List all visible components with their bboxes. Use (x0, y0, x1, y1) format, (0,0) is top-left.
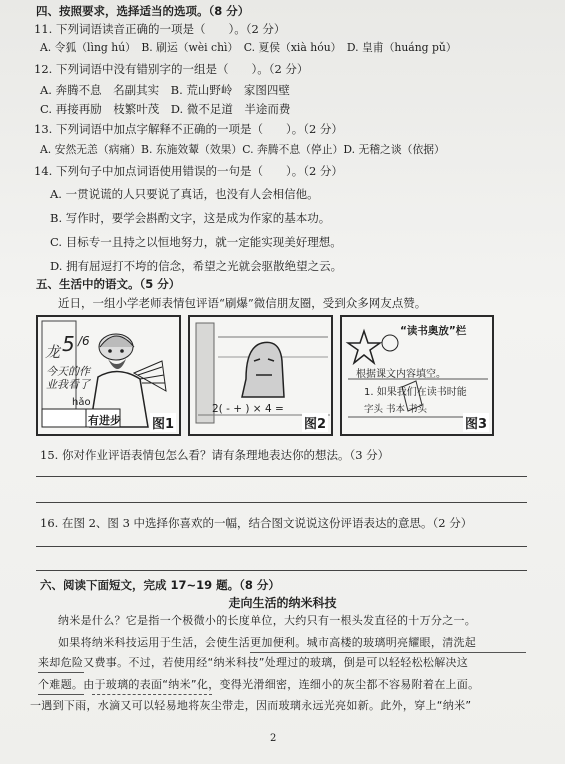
image-1-handwriting: 今天的作业我看了 (46, 365, 90, 391)
answer-line-15-2[interactable] (36, 502, 527, 503)
image-3-line2: 1. 如果我们在读书时能 (364, 387, 467, 398)
section-6-heading: 六、阅读下面短文，完成 17~19 题。（8 分） (40, 578, 280, 592)
passage-paragraph-2-line-3: 个难题。由于玻璃的表面“纳米”化，变得光滑细密，连细小的灰尘都不容易附着在上面。 (38, 678, 480, 691)
question-11-options: A. 令狐（lìng hú） B. 刷运（wèi chì） C. 夏侯（xià hóu） D. 皇甫（huáng pǔ） (40, 41, 457, 54)
section-4-heading: 四、按照要求，选择适当的选项。（8 分） (36, 4, 250, 18)
student-underline-2 (38, 672, 84, 673)
page-number: 2 (270, 733, 277, 744)
question-12-row2: C. 再接再励 枝繁叶茂 D. 微不足道 半途而费 (40, 102, 291, 116)
question-14-option-b: B. 写作时，要学会斟酌文字，这是成为作家的基本功。 (50, 211, 331, 225)
image-3-line1: 根据课文内容填空。 (356, 369, 446, 380)
passage-paragraph-2-line-1: 如果将纳米科技运用于生活，会使生活更加便利。城市高楼的玻璃明亮耀眼，清洗起 (58, 636, 477, 649)
answer-line-15-1[interactable] (36, 476, 527, 477)
passage-paragraph-2-line-2: 来却危险又费事。不过，若使用经“纳米科技”处理过的玻璃，倒是可以轻轻松松解决这 (38, 656, 469, 669)
image-1-pinyin: hǎo (72, 397, 91, 408)
question-12-row1: A. 奔腾不息 名副其实 B. 荒山野岭 家图四壁 (40, 83, 290, 97)
student-underline-4 (92, 694, 212, 695)
question-13-stem: 13. 下列词语中加点字解释不正确的一项是（ ）。（2 分） (34, 122, 343, 136)
answer-line-16-1[interactable] (36, 546, 527, 547)
image-3-header: “读书奥放”栏 (400, 325, 467, 337)
svg-text:5: 5 (62, 332, 75, 356)
question-14-option-c: C. 目标专一且持之以恒地努力，就一定能实现美好理想。 (50, 235, 342, 249)
image-2-equation: 2( - + ) × 4 = (212, 403, 284, 415)
passage-paragraph-2-line-4: 一遇到下雨，水滴又可以轻易地将灰尘带走，因而玻璃永远光亮如新。此外，穿上“纳米” (30, 699, 472, 712)
image-3-label: 图3 (463, 413, 489, 432)
image-3-reading-emoji (340, 315, 494, 436)
student-underline-3 (38, 694, 84, 695)
image-3-line3: 字头 书本 书头 (364, 404, 428, 415)
image-1-label: 图1 (150, 413, 176, 432)
question-14-option-a: A. 一贯说谎的人只要说了真话，也没有人会相信他。 (50, 187, 319, 201)
question-14-stem: 14. 下列句子中加点词语使用错误的一句是（ ）。（2 分） (34, 164, 343, 178)
passage-paragraph-1: 纳米是什么？它是指一个极微小的长度单位，大约只有一根头发直径的十万分之一。 (58, 614, 477, 627)
question-16: 16. 在图 2、图 3 中选择你喜欢的一幅，结合图文说说这份评语表达的意思。（2 分） (40, 516, 473, 530)
passage-title: 走向生活的纳米科技 (228, 596, 337, 610)
svg-text:龙: 龙 (45, 343, 61, 361)
svg-text:/6: /6 (78, 334, 90, 348)
question-11-stem: 11. 下列词语读音正确的一项是（ ）。（2 分） (34, 22, 286, 36)
question-15: 15. 你对作业评语表情包怎么看？请有条理地表达你的想法。（3 分） (40, 448, 390, 462)
image-1-teacher-emoji (36, 315, 181, 436)
student-underline-1 (250, 652, 526, 653)
section-5-intro: 近日，一组小学老师表情包评语“刷爆”微信朋友圈，受到众多网友点赞。 (58, 296, 427, 310)
image-2-math-emoji (188, 315, 333, 436)
image-1-note: 有进步 (88, 414, 121, 427)
answer-line-16-2[interactable] (36, 570, 527, 571)
question-12-stem: 12. 下列词语中没有错别字的一组是（ ）。（2 分） (34, 62, 309, 76)
question-14-option-d: D. 拥有屈逗打不垮的信念，希望之光就会驱散绝望之云。 (50, 259, 343, 273)
question-13-options: A. 安然无恙（病痛）B. 东施效颦（效果）C. 奔腾不息（停止）D. 无稽之谈（依据） (40, 143, 445, 156)
image-2-label: 图2 (302, 413, 328, 432)
section-5-heading: 五、生活中的语文。（5 分） (36, 277, 181, 291)
